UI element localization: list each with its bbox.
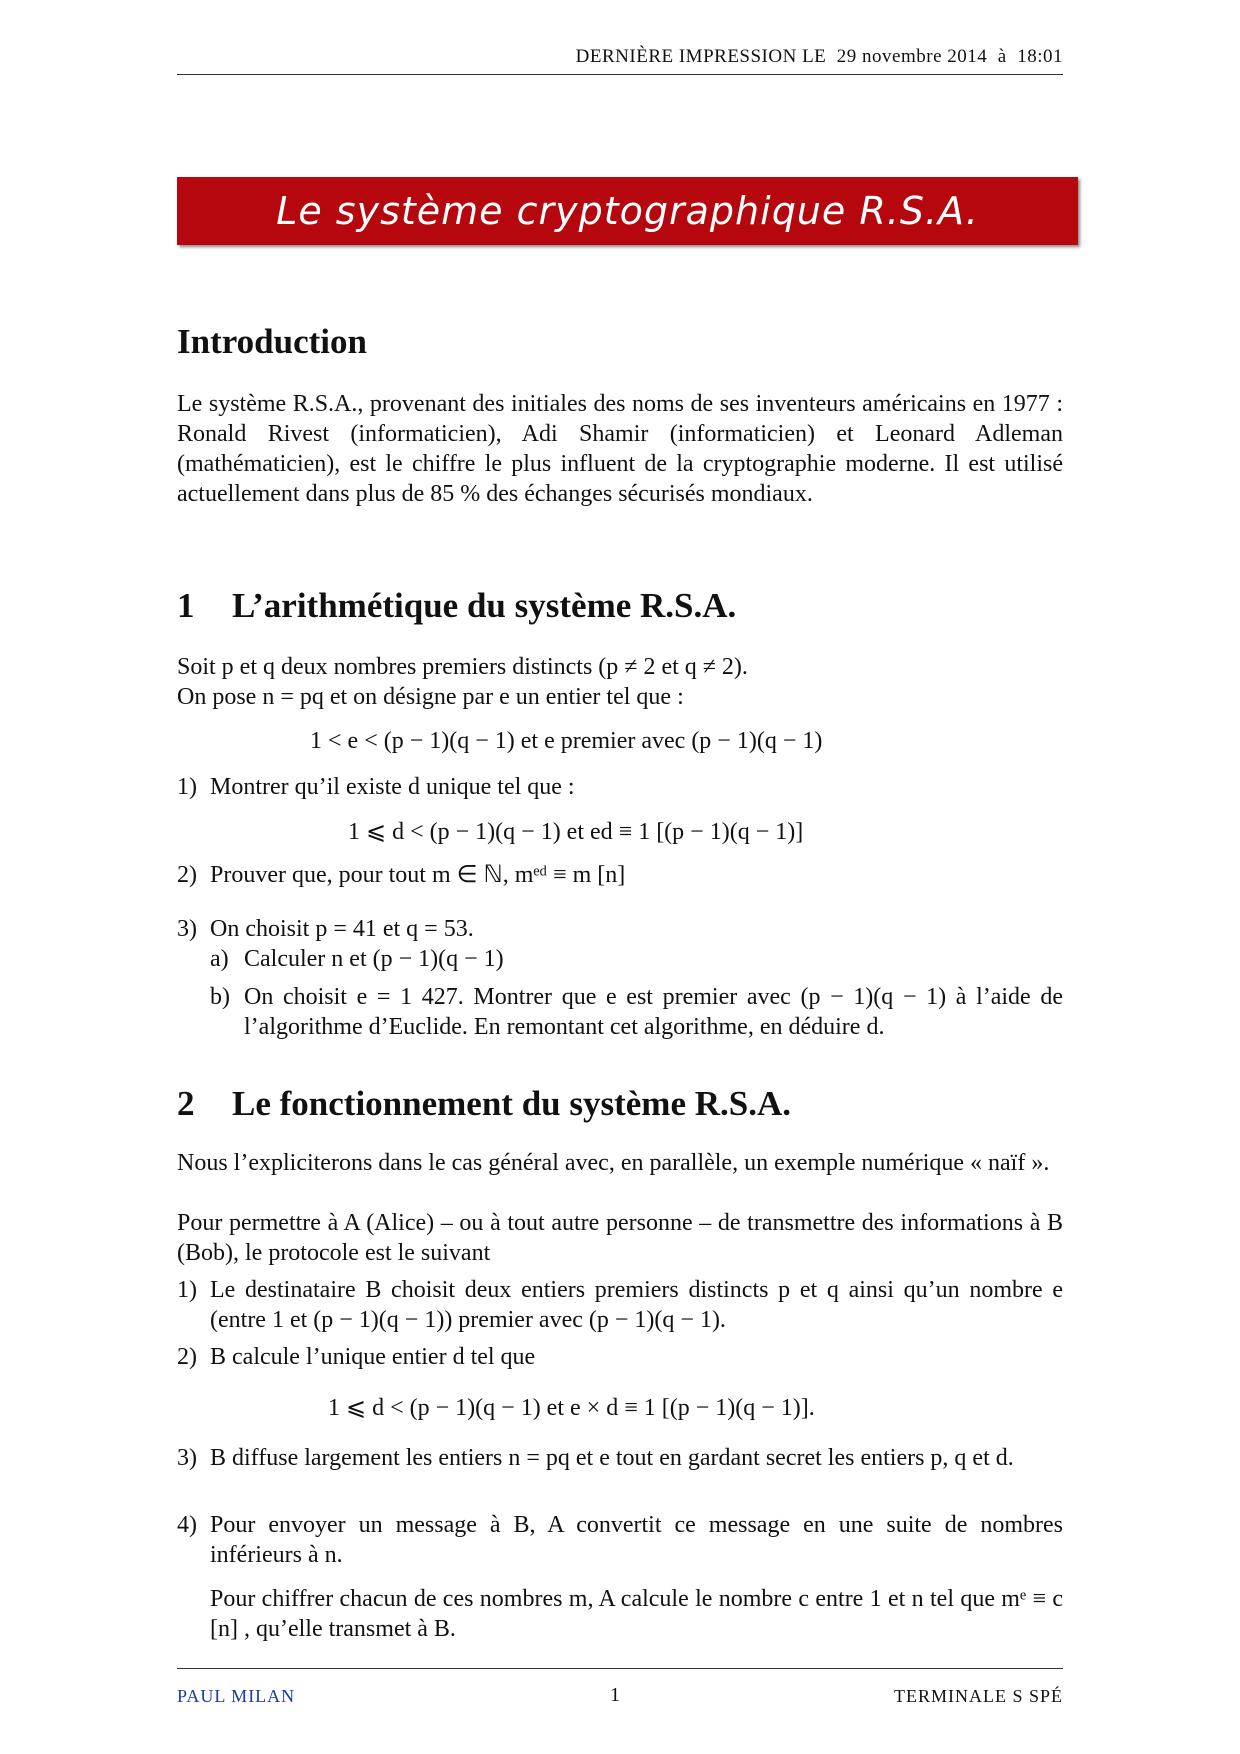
q1-label: 1) bbox=[177, 774, 197, 800]
i1-label: 1) bbox=[177, 1277, 197, 1303]
s1-question3b bbox=[210, 982, 1063, 1042]
s1-question1 bbox=[177, 772, 1063, 802]
print-date-header bbox=[177, 46, 1063, 68]
q3a-label: a) bbox=[210, 946, 229, 972]
i4-label: 4) bbox=[177, 1512, 197, 1538]
s2-item1 bbox=[177, 1275, 1063, 1335]
s1-question2 bbox=[177, 860, 1063, 890]
s1-line1: Soit p et q deux nombres premiers distincts (p ≠ 2 et q ≠ 2). bbox=[177, 654, 748, 680]
section1-title: L’arithmétique du système R.S.A. bbox=[232, 586, 737, 625]
page-number: 1 bbox=[610, 1684, 620, 1706]
section2-title: Le fonctionnement du système R.S.A. bbox=[232, 1084, 792, 1123]
intro-paragraph: Le système R.S.A., provenant des initiales des noms de ses inventeurs américains en 1977 : Ronald Rivest (informaticien), Adi Shamir (informaticien) et Leonard Adleman (mathématicien), est le chiffre le plus influent de la cryptographie moderne. Il est utilisé actuellement dans plus de 85 % des échanges sécurisés mondiaux. bbox=[177, 391, 1063, 507]
s2-item2 bbox=[177, 1342, 1063, 1372]
title-banner bbox=[177, 177, 1078, 245]
section2-heading bbox=[177, 1084, 791, 1124]
page-title: Le système cryptographique R.S.A. bbox=[276, 189, 979, 233]
q2-text: Prouver que, pour tout m ∈ ℕ, mᵉᵈ ≡ m [n] bbox=[210, 862, 626, 888]
q1-text: Montrer qu’il existe d unique tel que : bbox=[210, 774, 575, 800]
i2-label: 2) bbox=[177, 1344, 197, 1370]
q2-label: 2) bbox=[177, 862, 197, 888]
s2-paragraph1: Nous l’expliciterons dans le cas général avec, en parallèle, un exemple numérique « naïf ». bbox=[177, 1150, 1050, 1176]
header-prefix: DERNIÈRE IMPRESSION LE bbox=[575, 46, 827, 67]
footer-rule bbox=[177, 1668, 1063, 1669]
q3b-text: On choisit e = 1 427. Montrer que e est premier avec (p − 1)(q − 1) à l’aide de l’algorithme d’Euclide. En remontant cet algorithme, en déduire d. bbox=[244, 984, 1063, 1040]
section1-heading bbox=[177, 586, 736, 626]
header-date: 29 novembre 2014 bbox=[836, 46, 988, 67]
header-at: à bbox=[997, 46, 1007, 67]
s2-item4-paragraph bbox=[177, 1584, 1063, 1644]
q3b-label: b) bbox=[210, 984, 230, 1010]
s2-item3 bbox=[177, 1443, 1063, 1473]
footer-level: TERMINALE S SPÉ bbox=[893, 1686, 1063, 1706]
header-rule bbox=[177, 74, 1063, 75]
i1-text: Le destinataire B choisit deux entiers premiers distincts p et q ainsi qu’un nombre e (entre 1 et (p − 1)(q − 1)) premier avec (p − 1)(q − 1). bbox=[210, 1277, 1063, 1333]
i4b-text: Pour chiffrer chacun de ces nombres m, A calcule le nombre c entre 1 et n tel que mᵉ ≡ c [n] , qu’elle transmet à B. bbox=[210, 1586, 1063, 1642]
q3a-text: Calculer n et (p − 1)(q − 1) bbox=[244, 946, 504, 972]
footer-author: PAUL MILAN bbox=[177, 1686, 296, 1706]
s2-equation: 1 ⩽ d < (p − 1)(q − 1) et e × d ≡ 1 [(p − 1)(q − 1)]. bbox=[328, 1395, 815, 1421]
s2-paragraph2: Pour permettre à A (Alice) – ou à tout autre personne – de transmettre des informations à B (Bob), le protocole est le suivant bbox=[177, 1210, 1063, 1266]
header-time: 18:01 bbox=[1017, 46, 1063, 67]
intro-heading: Introduction bbox=[177, 322, 367, 361]
q3-label: 3) bbox=[177, 916, 197, 942]
q3-text: On choisit p = 41 et q = 53. bbox=[210, 916, 474, 942]
section2-number: 2 bbox=[177, 1084, 195, 1123]
s2-item4 bbox=[177, 1510, 1063, 1570]
s1-question3 bbox=[177, 914, 1063, 944]
i2-text: B calcule l’unique entier d tel que bbox=[210, 1344, 536, 1370]
s1-line2: On pose n = pq et on désigne par e un entier tel que : bbox=[177, 684, 684, 710]
s1-equation1: 1 < e < (p − 1)(q − 1) et e premier avec (p − 1)(q − 1) bbox=[310, 728, 823, 754]
section1-number: 1 bbox=[177, 586, 195, 625]
s1-equation2: 1 ⩽ d < (p − 1)(q − 1) et ed ≡ 1 [(p − 1)(q − 1)] bbox=[348, 819, 804, 845]
i4-text: Pour envoyer un message à B, A convertit ce message en une suite de nombres inférieurs à n. bbox=[210, 1512, 1063, 1568]
i3-text: B diffuse largement les entiers n = pq et e tout en gardant secret les entiers p, q et d. bbox=[210, 1445, 1014, 1471]
i3-label: 3) bbox=[177, 1445, 197, 1471]
s1-question3a bbox=[210, 944, 1063, 974]
